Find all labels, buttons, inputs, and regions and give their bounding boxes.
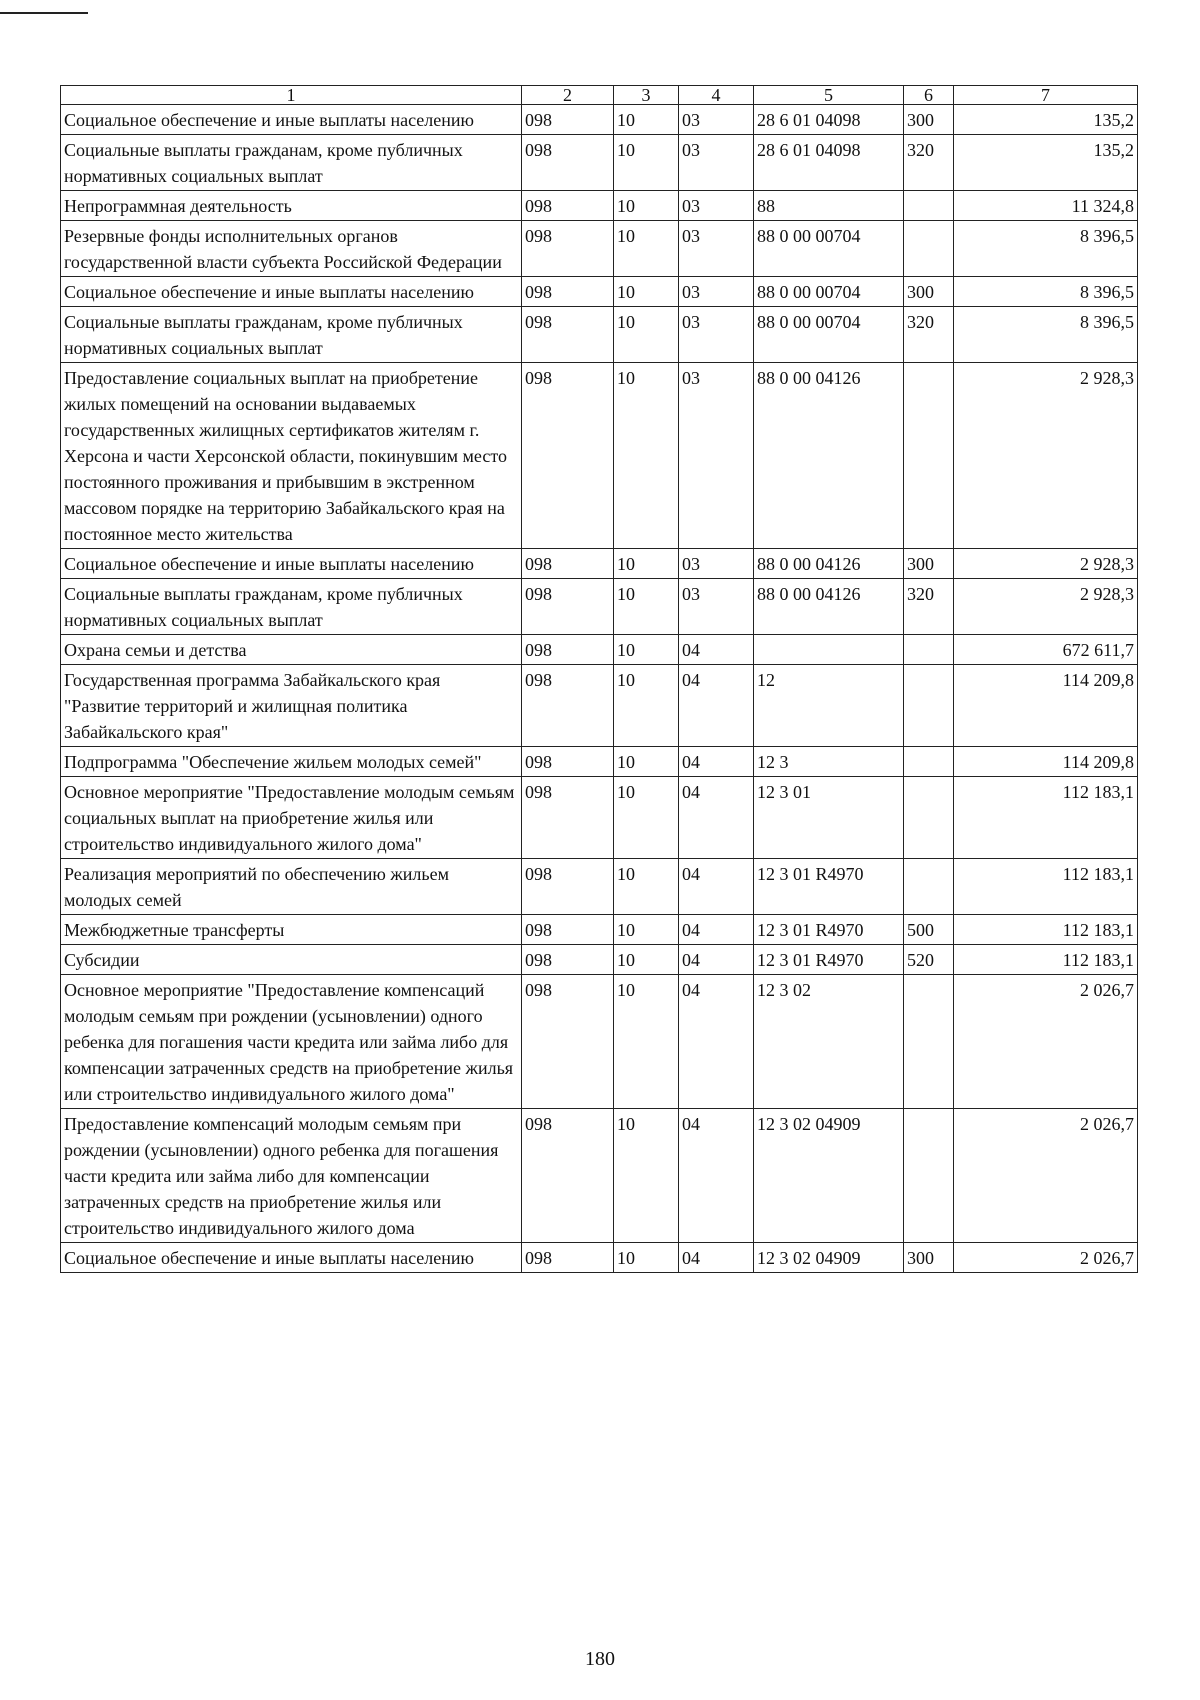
target-article-cell: 12 3 01 R4970 bbox=[754, 859, 904, 915]
subsection-code-cell: 04 bbox=[679, 1243, 754, 1273]
table-row bbox=[61, 105, 1138, 135]
header-cell: 6 bbox=[904, 86, 954, 105]
section-code-cell: 10 bbox=[614, 1243, 679, 1273]
table-row bbox=[61, 135, 1138, 191]
section-code-cell: 10 bbox=[614, 747, 679, 777]
page-number: 180 bbox=[585, 1648, 615, 1670]
expense-type-cell: 320 bbox=[904, 135, 954, 191]
section-code-cell: 10 bbox=[614, 579, 679, 635]
target-article-cell: 12 3 bbox=[754, 747, 904, 777]
item-name-cell: Социальные выплаты гражданам, кроме публичных нормативных социальных выплат bbox=[61, 135, 522, 191]
top-rule bbox=[0, 12, 88, 14]
expense-type-cell bbox=[904, 665, 954, 747]
ministry-code-cell: 098 bbox=[522, 635, 614, 665]
ministry-code-cell: 098 bbox=[522, 277, 614, 307]
subsection-code-cell: 04 bbox=[679, 859, 754, 915]
item-name-cell: Резервные фонды исполнительных органов государственной власти субъекта Российской Федерации bbox=[61, 221, 522, 277]
section-code-cell: 10 bbox=[614, 915, 679, 945]
target-article-cell: 12 3 01 R4970 bbox=[754, 945, 904, 975]
section-code-cell: 10 bbox=[614, 859, 679, 915]
section-code-cell: 10 bbox=[614, 777, 679, 859]
expense-type-cell: 500 bbox=[904, 915, 954, 945]
table-row bbox=[61, 945, 1138, 975]
item-name-cell: Социальное обеспечение и иные выплаты населению bbox=[61, 277, 522, 307]
section-code-cell: 10 bbox=[614, 665, 679, 747]
target-article-cell: 88 0 00 00704 bbox=[754, 307, 904, 363]
expense-type-cell bbox=[904, 363, 954, 549]
subsection-code-cell: 03 bbox=[679, 105, 754, 135]
header-cell: 1 bbox=[61, 86, 522, 105]
table-row bbox=[61, 777, 1138, 859]
table-row bbox=[61, 975, 1138, 1109]
subsection-code-cell: 04 bbox=[679, 915, 754, 945]
amount-cell: 8 396,5 bbox=[954, 221, 1138, 277]
header-cell: 5 bbox=[754, 86, 904, 105]
expense-type-cell bbox=[904, 859, 954, 915]
target-article-cell: 12 3 01 bbox=[754, 777, 904, 859]
table-row bbox=[61, 221, 1138, 277]
target-article-cell: 88 0 00 04126 bbox=[754, 579, 904, 635]
subsection-code-cell: 03 bbox=[679, 579, 754, 635]
expense-type-cell: 320 bbox=[904, 307, 954, 363]
item-name-cell: Реализация мероприятий по обеспечению жильем молодых семей bbox=[61, 859, 522, 915]
expense-type-cell: 300 bbox=[904, 549, 954, 579]
target-article-cell: 88 0 00 00704 bbox=[754, 221, 904, 277]
table-row bbox=[61, 915, 1138, 945]
item-name-cell: Основное мероприятие "Предоставление компенсаций молодым семьям при рождении (усыновлении) одного ребенка для погашения части кредита или займа либо для компенсации затраченных средств на приобретение жилья или строительство индивидуального жилого дома" bbox=[61, 975, 522, 1109]
amount-cell: 2 026,7 bbox=[954, 1109, 1138, 1243]
ministry-code-cell: 098 bbox=[522, 859, 614, 915]
header-cell: 2 bbox=[522, 86, 614, 105]
subsection-code-cell: 04 bbox=[679, 945, 754, 975]
section-code-cell: 10 bbox=[614, 975, 679, 1109]
subsection-code-cell: 03 bbox=[679, 363, 754, 549]
target-article-cell: 12 3 01 R4970 bbox=[754, 915, 904, 945]
table-row bbox=[61, 277, 1138, 307]
header-cell: 7 bbox=[954, 86, 1138, 105]
ministry-code-cell: 098 bbox=[522, 747, 614, 777]
amount-cell: 114 209,8 bbox=[954, 665, 1138, 747]
section-code-cell: 10 bbox=[614, 1109, 679, 1243]
item-name-cell: Охрана семьи и детства bbox=[61, 635, 522, 665]
section-code-cell: 10 bbox=[614, 945, 679, 975]
amount-cell: 2 026,7 bbox=[954, 975, 1138, 1109]
amount-cell: 8 396,5 bbox=[954, 277, 1138, 307]
section-code-cell: 10 bbox=[614, 135, 679, 191]
table-row bbox=[61, 635, 1138, 665]
subsection-code-cell: 04 bbox=[679, 777, 754, 859]
section-code-cell: 10 bbox=[614, 549, 679, 579]
ministry-code-cell: 098 bbox=[522, 135, 614, 191]
section-code-cell: 10 bbox=[614, 363, 679, 549]
amount-cell: 672 611,7 bbox=[954, 635, 1138, 665]
amount-cell: 112 183,1 bbox=[954, 915, 1138, 945]
amount-cell: 135,2 bbox=[954, 135, 1138, 191]
expense-type-cell bbox=[904, 747, 954, 777]
amount-cell: 2 928,3 bbox=[954, 363, 1138, 549]
table-row bbox=[61, 747, 1138, 777]
ministry-code-cell: 098 bbox=[522, 777, 614, 859]
expense-type-cell bbox=[904, 635, 954, 665]
item-name-cell: Предоставление компенсаций молодым семьям при рождении (усыновлении) одного ребенка для погашения части кредита или займа либо для компенсации затраченных средств на приобретение жилья или строительство индивидуального жилого дома bbox=[61, 1109, 522, 1243]
target-article-cell: 28 6 01 04098 bbox=[754, 135, 904, 191]
header-cell: 4 bbox=[679, 86, 754, 105]
amount-cell: 2 026,7 bbox=[954, 1243, 1138, 1273]
table-row bbox=[61, 1109, 1138, 1243]
amount-cell: 112 183,1 bbox=[954, 859, 1138, 915]
item-name-cell: Социальное обеспечение и иные выплаты населению bbox=[61, 105, 522, 135]
ministry-code-cell: 098 bbox=[522, 1243, 614, 1273]
subsection-code-cell: 04 bbox=[679, 665, 754, 747]
expense-type-cell bbox=[904, 191, 954, 221]
ministry-code-cell: 098 bbox=[522, 915, 614, 945]
item-name-cell: Социальные выплаты гражданам, кроме публичных нормативных социальных выплат bbox=[61, 579, 522, 635]
table-row bbox=[61, 1243, 1138, 1273]
subsection-code-cell: 03 bbox=[679, 307, 754, 363]
amount-cell: 8 396,5 bbox=[954, 307, 1138, 363]
amount-cell: 112 183,1 bbox=[954, 777, 1138, 859]
ministry-code-cell: 098 bbox=[522, 221, 614, 277]
ministry-code-cell: 098 bbox=[522, 307, 614, 363]
expense-type-cell bbox=[904, 975, 954, 1109]
section-code-cell: 10 bbox=[614, 221, 679, 277]
amount-cell: 135,2 bbox=[954, 105, 1138, 135]
section-code-cell: 10 bbox=[614, 307, 679, 363]
target-article-cell: 12 3 02 04909 bbox=[754, 1243, 904, 1273]
item-name-cell: Социальное обеспечение и иные выплаты населению bbox=[61, 1243, 522, 1273]
amount-cell: 2 928,3 bbox=[954, 549, 1138, 579]
item-name-cell: Непрограммная деятельность bbox=[61, 191, 522, 221]
amount-cell: 114 209,8 bbox=[954, 747, 1138, 777]
target-article-cell: 12 3 02 bbox=[754, 975, 904, 1109]
section-code-cell: 10 bbox=[614, 277, 679, 307]
section-code-cell: 10 bbox=[614, 191, 679, 221]
expense-type-cell: 520 bbox=[904, 945, 954, 975]
subsection-code-cell: 03 bbox=[679, 221, 754, 277]
expense-type-cell: 300 bbox=[904, 1243, 954, 1273]
item-name-cell: Социальные выплаты гражданам, кроме публичных нормативных социальных выплат bbox=[61, 307, 522, 363]
subsection-code-cell: 04 bbox=[679, 1109, 754, 1243]
ministry-code-cell: 098 bbox=[522, 945, 614, 975]
amount-cell: 2 928,3 bbox=[954, 579, 1138, 635]
subsection-code-cell: 04 bbox=[679, 747, 754, 777]
subsection-code-cell: 03 bbox=[679, 191, 754, 221]
item-name-cell: Основное мероприятие "Предоставление молодым семьям социальных выплат на приобретение жилья или строительство индивидуального жилого дома" bbox=[61, 777, 522, 859]
ministry-code-cell: 098 bbox=[522, 549, 614, 579]
item-name-cell: Подпрограмма "Обеспечение жильем молодых семей" bbox=[61, 747, 522, 777]
item-name-cell: Социальное обеспечение и иные выплаты населению bbox=[61, 549, 522, 579]
item-name-cell: Субсидии bbox=[61, 945, 522, 975]
subsection-code-cell: 03 bbox=[679, 135, 754, 191]
table-row bbox=[61, 307, 1138, 363]
item-name-cell: Межбюджетные трансферты bbox=[61, 915, 522, 945]
table-row bbox=[61, 579, 1138, 635]
table-row bbox=[61, 549, 1138, 579]
target-article-cell: 88 bbox=[754, 191, 904, 221]
table-row bbox=[61, 191, 1138, 221]
amount-cell: 11 324,8 bbox=[954, 191, 1138, 221]
ministry-code-cell: 098 bbox=[522, 191, 614, 221]
section-code-cell: 10 bbox=[614, 635, 679, 665]
table-row bbox=[61, 363, 1138, 549]
ministry-code-cell: 098 bbox=[522, 1109, 614, 1243]
target-article-cell: 88 0 00 04126 bbox=[754, 549, 904, 579]
subsection-code-cell: 04 bbox=[679, 975, 754, 1109]
table-row bbox=[61, 665, 1138, 747]
ministry-code-cell: 098 bbox=[522, 579, 614, 635]
ministry-code-cell: 098 bbox=[522, 363, 614, 549]
target-article-cell: 12 3 02 04909 bbox=[754, 1109, 904, 1243]
budget-table bbox=[60, 85, 1138, 1273]
ministry-code-cell: 098 bbox=[522, 975, 614, 1109]
subsection-code-cell: 04 bbox=[679, 635, 754, 665]
target-article-cell: 88 0 00 00704 bbox=[754, 277, 904, 307]
item-name-cell: Предоставление социальных выплат на приобретение жилых помещений на основании выдаваемых государственных жилищных сертификатов жителям г. Херсона и части Херсонской области, покинувшим место постоянного проживания и прибывшим в экстренном массовом порядке на территорию Забайкальского края на постоянное место жительства bbox=[61, 363, 522, 549]
amount-cell: 112 183,1 bbox=[954, 945, 1138, 975]
table-row bbox=[61, 859, 1138, 915]
ministry-code-cell: 098 bbox=[522, 665, 614, 747]
target-article-cell bbox=[754, 635, 904, 665]
subsection-code-cell: 03 bbox=[679, 277, 754, 307]
expense-type-cell bbox=[904, 1109, 954, 1243]
subsection-code-cell: 03 bbox=[679, 549, 754, 579]
expense-type-cell: 320 bbox=[904, 579, 954, 635]
expense-type-cell bbox=[904, 221, 954, 277]
item-name-cell: Государственная программа Забайкальского края "Развитие территорий и жилищная политика Забайкальского края" bbox=[61, 665, 522, 747]
target-article-cell: 28 6 01 04098 bbox=[754, 105, 904, 135]
target-article-cell: 12 bbox=[754, 665, 904, 747]
expense-type-cell: 300 bbox=[904, 277, 954, 307]
section-code-cell: 10 bbox=[614, 105, 679, 135]
header-cell: 3 bbox=[614, 86, 679, 105]
header-row bbox=[61, 86, 1138, 105]
expense-type-cell bbox=[904, 777, 954, 859]
expense-type-cell: 300 bbox=[904, 105, 954, 135]
target-article-cell: 88 0 00 04126 bbox=[754, 363, 904, 549]
ministry-code-cell: 098 bbox=[522, 105, 614, 135]
